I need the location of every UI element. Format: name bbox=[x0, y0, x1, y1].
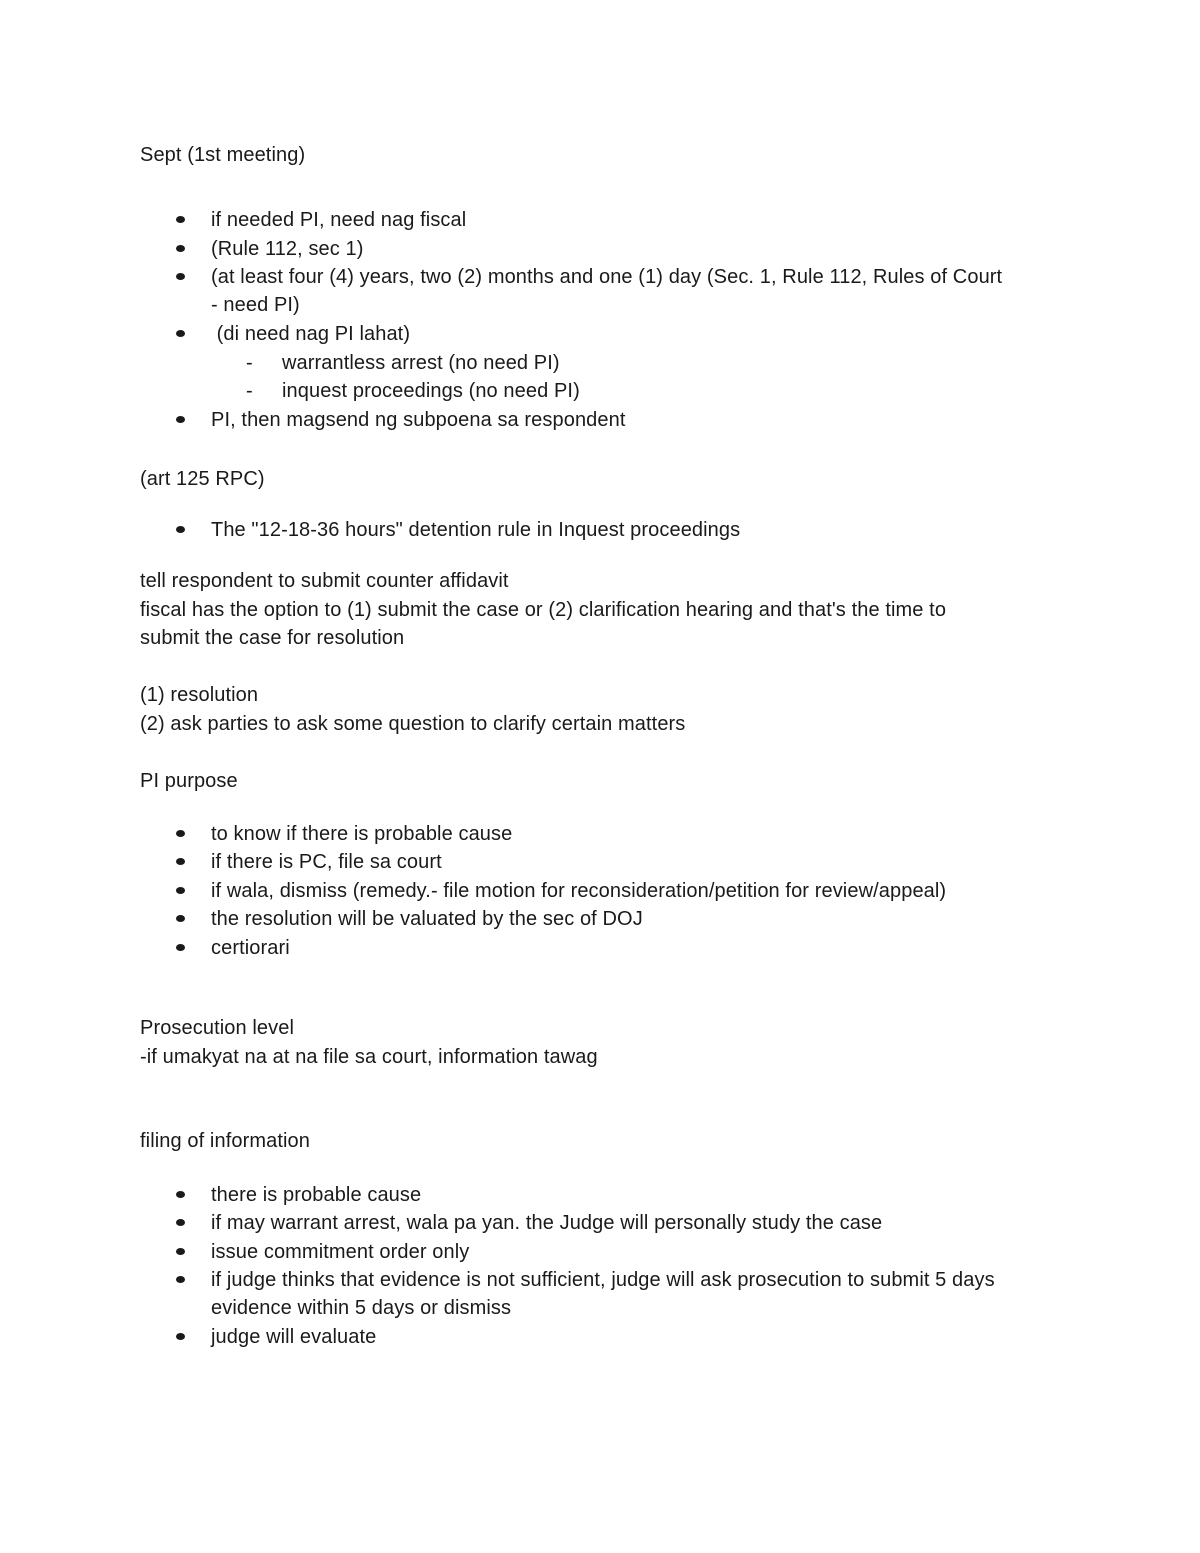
bullet-icon bbox=[176, 416, 185, 423]
list-item: the resolution will be valuated by the sec of DOJ bbox=[211, 908, 643, 930]
list-item-continuation: evidence within 5 days or dismiss bbox=[211, 1297, 512, 1319]
section-heading: Prosecution level bbox=[140, 1017, 295, 1039]
section-heading: Sept (1st meeting) bbox=[140, 144, 306, 166]
list-item: (at least four (4) years, two (2) months and one (1) day (Sec. 1, Rule 112, Rules of Court bbox=[211, 266, 1003, 288]
list-item: (Rule 112, sec 1) bbox=[211, 238, 364, 260]
bullet-icon bbox=[176, 1276, 185, 1283]
paragraph-line: -if umakyat na at na file sa court, information tawag bbox=[140, 1046, 598, 1068]
paragraph-line: submit the case for resolution bbox=[140, 627, 405, 649]
bullet-icon bbox=[176, 915, 185, 922]
list-item: if needed PI, need nag fiscal bbox=[211, 209, 467, 231]
list-item: certiorari bbox=[211, 937, 290, 959]
bullet-icon bbox=[176, 273, 185, 280]
list-item: if there is PC, file sa court bbox=[211, 851, 442, 873]
list-item: to know if there is probable cause bbox=[211, 823, 513, 845]
list-item: judge will evaluate bbox=[211, 1326, 377, 1348]
bullet-icon bbox=[176, 1248, 185, 1255]
bullet-icon bbox=[176, 526, 185, 533]
list-item: if wala, dismiss (remedy.- file motion for reconsideration/petition for review/appeal) bbox=[211, 880, 947, 902]
bullet-icon bbox=[176, 1219, 185, 1226]
paragraph-line: fiscal has the option to (1) submit the case or (2) clarification hearing and that's the time to bbox=[140, 599, 947, 621]
bullet-icon bbox=[176, 1333, 185, 1340]
bullet-icon bbox=[176, 330, 185, 337]
bullet-icon bbox=[176, 944, 185, 951]
dash-marker: - bbox=[246, 352, 253, 374]
list-item-continuation: - need PI) bbox=[211, 294, 300, 316]
section-heading: filing of information bbox=[140, 1130, 310, 1152]
paragraph-line: (1) resolution bbox=[140, 684, 259, 706]
bullet-icon bbox=[176, 858, 185, 865]
paragraph-line: tell respondent to submit counter affidavit bbox=[140, 570, 509, 592]
list-item: issue commitment order only bbox=[211, 1241, 470, 1263]
section-heading: (art 125 RPC) bbox=[140, 468, 265, 490]
bullet-icon bbox=[176, 887, 185, 894]
section-heading: PI purpose bbox=[140, 770, 238, 792]
bullet-icon bbox=[176, 1191, 185, 1198]
list-item: The "12-18-36 hours" detention rule in Inquest proceedings bbox=[211, 519, 741, 541]
bullet-icon bbox=[176, 245, 185, 252]
bullet-icon bbox=[176, 216, 185, 223]
list-item: PI, then magsend ng subpoena sa respondent bbox=[211, 409, 626, 431]
dash-marker: - bbox=[246, 380, 253, 402]
sub-list-item: inquest proceedings (no need PI) bbox=[282, 380, 580, 402]
list-item: if may warrant arrest, wala pa yan. the Judge will personally study the case bbox=[211, 1212, 883, 1234]
sub-list-item: warrantless arrest (no need PI) bbox=[282, 352, 560, 374]
list-item: (di need nag PI lahat) bbox=[211, 323, 411, 345]
list-item: if judge thinks that evidence is not sufficient, judge will ask prosecution to submit 5 days bbox=[211, 1269, 995, 1291]
paragraph-line: (2) ask parties to ask some question to clarify certain matters bbox=[140, 713, 686, 735]
bullet-icon bbox=[176, 830, 185, 837]
list-item: there is probable cause bbox=[211, 1184, 422, 1206]
